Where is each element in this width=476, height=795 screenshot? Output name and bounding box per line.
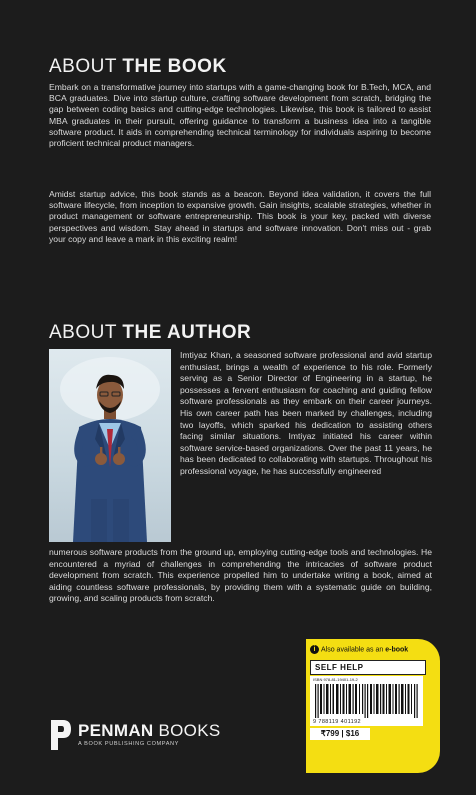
isbn-label: ISBN 978-81-19401-19-2 — [313, 677, 358, 682]
info-icon: i — [310, 645, 319, 654]
about-author-heading-bold: THE AUTHOR — [122, 322, 252, 343]
about-book-heading-bold: THE BOOK — [122, 56, 227, 77]
author-bio-beside-photo: Imtiyaz Khan, a seasoned software professional and avid startup enthusiast, brings a wealth of experience to his role. Formerly serving as a Senior Director of Engineering in a startup, he possesses a fervent enthusiasm for coaching and guiding fellow software professionals as they embark on their career journeys. His own career path has been marked by challenges, including two layoffs, which sparked his dedication to assisting others facing similar situations. Imtiyaz initiated his career within software service-based organizations. Over the past 11 years, he has been dedicated to collaborating with startups. Throughout his professional voyage, he has successfully engineered — [180, 350, 432, 476]
about-book-paragraph-1: Embark on a transformative journey into startups with a game-changing book for B.Tech, MCA, and BCA graduates. Dive into startup culture, crafting software development from scratch, bridging the gap between coding basics and cutting-edge technologies. Likewise, this book is tailored to assist MBA graduates in their pursuit, offering guidance to transform a business idea into a tangible software product. It aids in comprehending technical terminology for individuals aspiring to become proficient technical product managers. — [49, 82, 431, 149]
about-book-heading — [49, 56, 227, 78]
barcode-number: 9 788119 401192 — [313, 719, 362, 725]
about-book-paragraph-2: Amidst startup advice, this book stands as a beacon. Beyond idea validation, it covers the full software lifecycle, from inception to expansive growth. Gain insights, scalable strategies, whether in product management or software entrepreneurship. This book is your key, packed with diverse perspectives and wisdom. Stay ahead in startups and software innovation. Don't miss out - grab your copy and leave a mark in this exciting realm! — [49, 189, 431, 244]
author-bio-full-width: numerous software products from the ground up, employing cutting-edge tools and technologies. He encountered a myriad of challenges in comprehending the intricacies of software product development from scratch. This experience propelled him to undertake writing a book, aimed at aiding countless software professionals, by providing them with a systematic guide on building, growing, and scaling products from scratch. — [49, 547, 432, 604]
author-photo — [49, 349, 171, 542]
shelf-category-label: SELF HELP — [310, 660, 426, 675]
penman-logo-icon — [49, 718, 73, 752]
publisher-tagline: A BOOK PUBLISHING COMPANY — [78, 741, 179, 747]
about-book-heading-light: ABOUT — [49, 56, 123, 77]
price-sticker — [306, 639, 440, 773]
author-portrait-icon — [49, 349, 171, 542]
about-author-heading — [49, 322, 251, 344]
ebook-availability: i Also available as an e-book — [310, 645, 408, 654]
price-label: ₹799 | $16 — [310, 728, 370, 740]
about-author-heading-light: ABOUT — [49, 322, 123, 343]
barcode-panel — [310, 676, 423, 726]
publisher-logo — [49, 718, 249, 752]
barcode-icon — [313, 684, 421, 718]
publisher-name: PENMAN BOOKS — [78, 721, 221, 740]
